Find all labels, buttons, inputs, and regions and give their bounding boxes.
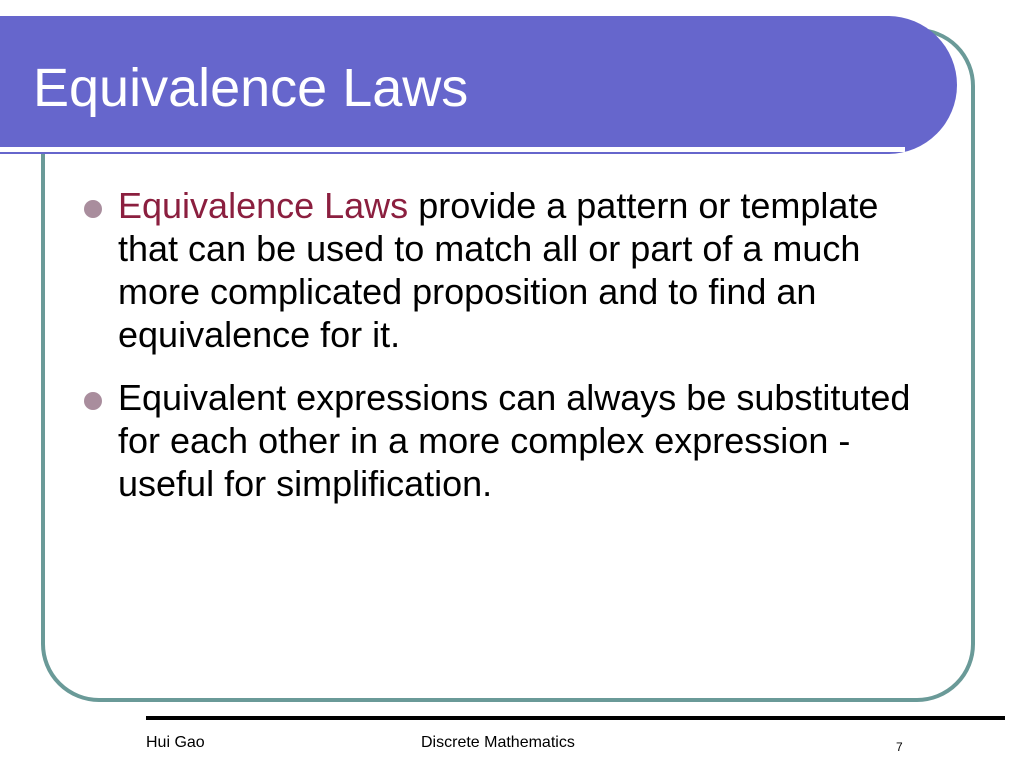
footer-divider (146, 716, 1005, 720)
footer-course: Discrete Mathematics (421, 734, 575, 751)
bullet-icon (84, 200, 102, 218)
title-underline (0, 147, 905, 152)
bullet-text: provide a pattern or template that can be used to match all or part of a much more complicated proposition and to find an equivalence for it. (118, 185, 879, 355)
title-bar (0, 16, 957, 154)
bullet-highlight-text: Equivalence Laws (118, 185, 409, 226)
footer-author: Hui Gao (146, 734, 205, 751)
bullet-item-equivalent-expressions (84, 376, 934, 505)
slide-title: Equivalence Laws (33, 58, 469, 118)
bullet-text: Equivalent expressions can always be substituted for each other in a more complex expression - useful for simplification. (118, 377, 911, 504)
bullet-icon (84, 392, 102, 410)
bullet-item-equivalence-laws (84, 184, 934, 356)
page-number: 7 (896, 740, 903, 754)
bullet-list (84, 184, 934, 525)
